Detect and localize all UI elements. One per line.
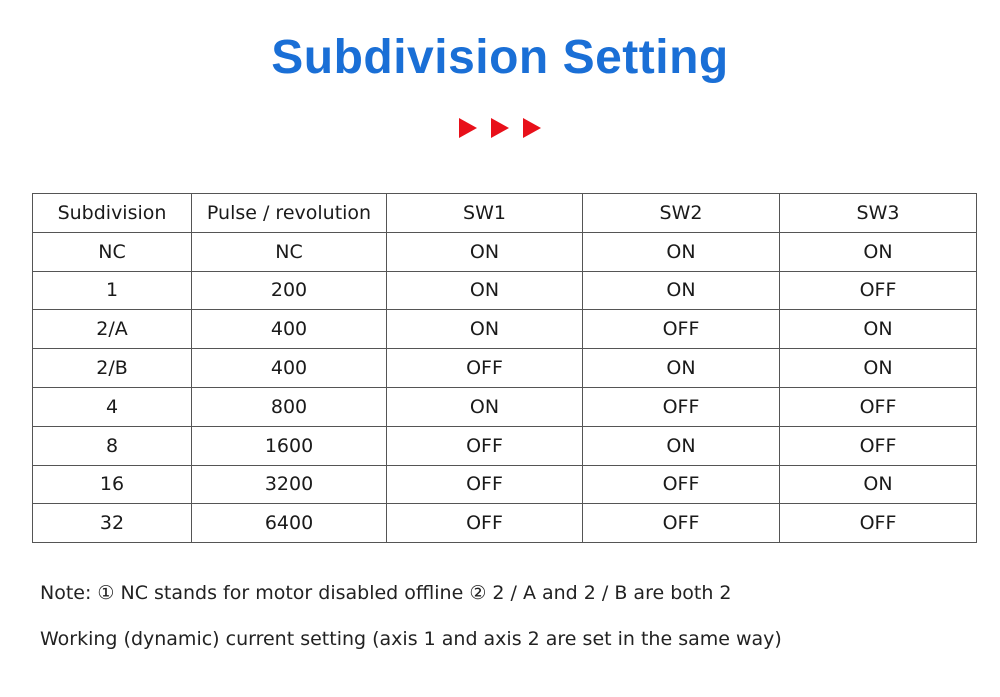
cell-subdivision: NC xyxy=(33,232,192,271)
cell-sw2: OFF xyxy=(583,465,780,504)
cell-pulse-revolution: 400 xyxy=(192,310,387,349)
cell-pulse-revolution: 1600 xyxy=(192,426,387,465)
header-subdivision: Subdivision xyxy=(33,194,192,233)
play-arrow-icon xyxy=(491,118,509,138)
cell-sw2: OFF xyxy=(583,387,780,426)
play-arrow-icon xyxy=(523,118,541,138)
cell-subdivision: 4 xyxy=(33,387,192,426)
table-body xyxy=(33,232,977,542)
cell-sw3: ON xyxy=(780,465,977,504)
page-title: Subdivision Setting xyxy=(271,31,729,84)
cell-sw3: OFF xyxy=(780,271,977,310)
table-row xyxy=(33,232,977,271)
cell-sw3: OFF xyxy=(780,387,977,426)
table-row xyxy=(33,426,977,465)
cell-sw2: OFF xyxy=(583,310,780,349)
cell-sw2: ON xyxy=(583,349,780,388)
cell-subdivision: 2/B xyxy=(33,349,192,388)
cell-sw1: ON xyxy=(387,232,583,271)
cell-pulse-revolution: 200 xyxy=(192,271,387,310)
arrow-decoration xyxy=(0,118,1000,138)
cell-pulse-revolution: NC xyxy=(192,232,387,271)
cell-subdivision: 32 xyxy=(33,504,192,543)
header-sw2: SW2 xyxy=(583,194,780,233)
cell-sw3: ON xyxy=(780,310,977,349)
cell-sw1: ON xyxy=(387,387,583,426)
subdivision-table xyxy=(32,193,977,543)
header-pulse-revolution: Pulse / revolution xyxy=(192,194,387,233)
cell-pulse-revolution: 400 xyxy=(192,349,387,388)
cell-subdivision: 2/A xyxy=(33,310,192,349)
cell-subdivision: 8 xyxy=(33,426,192,465)
cell-pulse-revolution: 6400 xyxy=(192,504,387,543)
cell-sw3: OFF xyxy=(780,426,977,465)
cell-sw1: OFF xyxy=(387,349,583,388)
cell-pulse-revolution: 3200 xyxy=(192,465,387,504)
table-row xyxy=(33,504,977,543)
table-header-row xyxy=(33,194,977,233)
note-line-2: Working (dynamic) current setting (axis 1 and axis 2 are set in the same way) xyxy=(40,628,782,650)
play-arrow-icon xyxy=(459,118,477,138)
cell-sw2: OFF xyxy=(583,504,780,543)
cell-pulse-revolution: 800 xyxy=(192,387,387,426)
cell-sw1: OFF xyxy=(387,426,583,465)
note-line-1: Note: ① NC stands for motor disabled offline ② 2 / A and 2 / B are both 2 xyxy=(40,582,732,604)
cell-sw1: ON xyxy=(387,310,583,349)
cell-sw1: ON xyxy=(387,271,583,310)
cell-sw1: OFF xyxy=(387,465,583,504)
cell-subdivision: 16 xyxy=(33,465,192,504)
cell-sw2: ON xyxy=(583,426,780,465)
cell-sw3: ON xyxy=(780,349,977,388)
table-row xyxy=(33,271,977,310)
cell-sw3: ON xyxy=(780,232,977,271)
table-row xyxy=(33,349,977,388)
table-row xyxy=(33,387,977,426)
header-sw1: SW1 xyxy=(387,194,583,233)
cell-subdivision: 1 xyxy=(33,271,192,310)
cell-sw2: ON xyxy=(583,232,780,271)
table-row xyxy=(33,310,977,349)
cell-sw2: ON xyxy=(583,271,780,310)
cell-sw1: OFF xyxy=(387,504,583,543)
header-sw3: SW3 xyxy=(780,194,977,233)
table-row xyxy=(33,465,977,504)
cell-sw3: OFF xyxy=(780,504,977,543)
